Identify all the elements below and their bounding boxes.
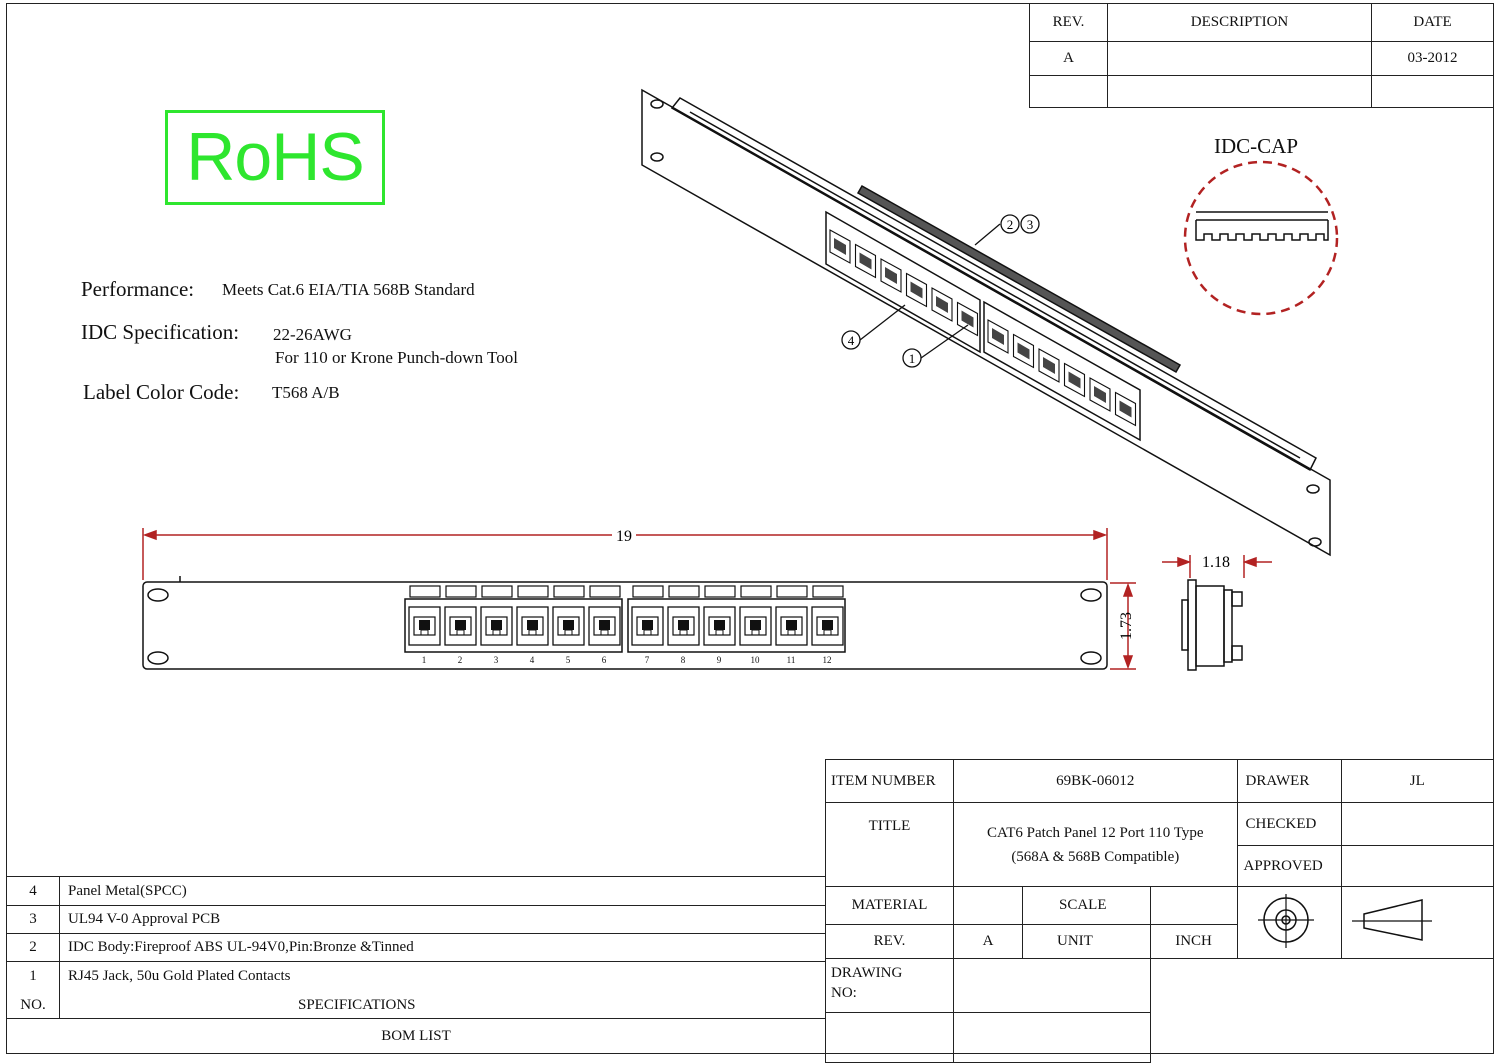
rj45-port <box>704 586 735 645</box>
date-value: 03-2012 <box>1372 42 1494 76</box>
rj45-port <box>668 586 699 645</box>
port-number: 6 <box>601 655 607 665</box>
approved-value <box>1341 846 1493 887</box>
height-dimension-text: 1.73 <box>1118 612 1135 640</box>
bom-spec: RJ45 Jack, 50u Gold Plated Contacts <box>68 968 291 984</box>
idc-value-2: For 110 or Krone Punch-down Tool <box>275 348 518 367</box>
port-number: 7 <box>644 655 650 665</box>
mount-hole <box>148 589 168 601</box>
idc-cap-label: IDC-CAP <box>1214 134 1299 158</box>
front-ports <box>409 586 843 645</box>
rj45-port <box>553 586 584 645</box>
port-number: 12 <box>822 655 832 665</box>
title-line-2: (568A & 568B Compatible) <box>1011 848 1180 865</box>
depth-dimension-text: 1.18 <box>1202 554 1230 571</box>
port-number: 2 <box>457 655 463 665</box>
side-view <box>1182 580 1242 670</box>
width-dimension-text: 19 <box>616 528 632 545</box>
idc-cap-profile <box>1196 212 1328 240</box>
idc-label: IDC Specification: <box>81 320 240 344</box>
bom-no: 4 <box>7 877 60 906</box>
title-cell <box>954 803 1238 887</box>
rj45-port <box>776 586 807 645</box>
drawer: JL <box>1341 760 1493 803</box>
callout-4-text: 4 <box>847 333 855 348</box>
unit-label: UNIT <box>1023 925 1151 959</box>
rev-value: A <box>954 925 1023 959</box>
idc-value-1: 22-26AWG <box>273 325 352 344</box>
rj45-port <box>589 586 620 645</box>
blank-cell-1 <box>826 1013 954 1063</box>
checked-label: CHECKED <box>1237 803 1341 846</box>
title-line-1: CAT6 Patch Panel 12 Port 110 Type <box>987 824 1204 841</box>
title-block-blank <box>1150 959 1493 1063</box>
callout-3-text: 3 <box>1026 217 1034 232</box>
bom-no: 1 <box>29 968 37 984</box>
drawer-label: DRAWER <box>1237 760 1341 803</box>
rev-label: REV. <box>826 925 954 959</box>
performance-value: Meets Cat.6 EIA/TIA 568B Standard <box>222 280 475 299</box>
bom-no: 3 <box>7 906 60 934</box>
drawing-no-label-2: NO: <box>831 985 857 1001</box>
bom-spec: Panel Metal(SPCC) <box>60 877 826 906</box>
port-number: 5 <box>565 655 571 665</box>
rev-header: REV. <box>1030 4 1108 42</box>
approved-label: APPROVED <box>1237 846 1341 887</box>
performance-label: Performance: <box>81 277 195 301</box>
rj45-port <box>409 586 440 645</box>
mount-hole <box>1081 652 1101 664</box>
projection-cone-cell <box>1341 887 1493 959</box>
projection-symbol-cell <box>1237 887 1341 959</box>
color-value: T568 A/B <box>272 383 340 402</box>
title-block <box>825 759 1494 1063</box>
rj45-port <box>740 586 771 645</box>
port-number: 3 <box>493 655 499 665</box>
port-number: 4 <box>529 655 535 665</box>
rj45-port <box>481 586 512 645</box>
date-header: DATE <box>1372 4 1494 42</box>
unit-value: INCH <box>1150 925 1237 959</box>
rj45-port <box>445 586 476 645</box>
drawing-no-value <box>954 959 1151 1013</box>
port-number: 11 <box>786 655 796 665</box>
port-number: 8 <box>680 655 686 665</box>
projection-circle-icon <box>1238 888 1333 958</box>
front-panel <box>143 576 1107 669</box>
bom-spec-header: SPECIFICATIONS <box>298 997 416 1013</box>
bom-spec-cell <box>60 962 826 1019</box>
checked-value <box>1341 803 1493 846</box>
title-label: TITLE <box>826 803 954 887</box>
color-label: Label Color Code: <box>83 380 240 404</box>
projection-cone-icon <box>1342 888 1442 958</box>
drawing-no-label <box>826 959 954 1013</box>
item-number-label: ITEM NUMBER <box>826 760 954 803</box>
idc-cap-circle <box>1185 162 1337 314</box>
port-number: 10 <box>750 655 760 665</box>
bom-no-cell <box>7 962 60 1019</box>
blank-cell-2 <box>954 1013 1151 1063</box>
bom-spec: UL94 V-0 Approval PCB <box>60 906 826 934</box>
callout-2-text: 2 <box>1006 217 1014 232</box>
rj45-port <box>812 586 843 645</box>
bom-no: 2 <box>7 934 60 962</box>
material-value <box>954 887 1023 925</box>
port-number: 9 <box>716 655 722 665</box>
mount-hole <box>1081 589 1101 601</box>
mount-hole <box>148 652 168 664</box>
item-number: 69BK-06012 <box>954 760 1238 803</box>
scale-label: SCALE <box>1023 887 1151 925</box>
isometric-panel <box>642 90 1330 555</box>
bom-spec: IDC Body:Fireproof ABS UL-94V0,Pin:Bronze &Tinned <box>60 934 826 962</box>
drawing-no-label-1: DRAWING <box>831 965 903 981</box>
bom-no-header: NO. <box>20 997 46 1013</box>
material-label: MATERIAL <box>826 887 954 925</box>
bom-title: BOM LIST <box>7 1019 826 1054</box>
port-number: 1 <box>421 655 427 665</box>
bom-table <box>6 876 826 1054</box>
description-header: DESCRIPTION <box>1108 4 1372 42</box>
rj45-port <box>517 586 548 645</box>
rev-value: A <box>1030 42 1108 76</box>
rj45-port <box>632 586 663 645</box>
callout-1-text: 1 <box>908 351 916 366</box>
scale-value <box>1150 887 1237 925</box>
rohs-logo: RoHS <box>165 110 385 205</box>
